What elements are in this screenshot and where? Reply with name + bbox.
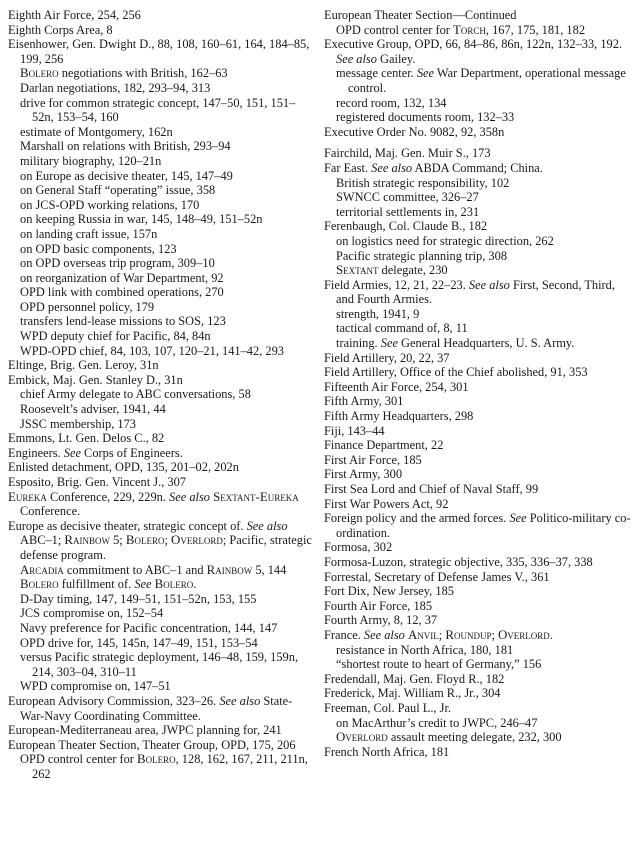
index-subentry: Overlord assault meeting delegate, 232, 300 bbox=[336, 730, 562, 745]
index-subentry: OPD control center for Torch, 167, 175, 181, 182 bbox=[336, 22, 586, 37]
index-entry: First Air Force, 185 bbox=[324, 452, 422, 467]
index-subentry: WPD compromise on, 147–51 bbox=[20, 679, 171, 694]
index-entry: Fourth Air Force, 185 bbox=[324, 598, 433, 613]
index-subentry: on landing craft issue, 157n bbox=[20, 226, 158, 241]
index-entry: Eighth Air Force, 254, 256 bbox=[8, 8, 141, 22]
index-entry: Enlisted detachment, OPD, 135, 201–02, 202n bbox=[8, 460, 239, 475]
cross-reference-term: See also bbox=[169, 489, 210, 504]
index-entry: Esposito, Brig. Gen. Vincent J., 307 bbox=[8, 475, 186, 489]
index-entry: First Sea Lord and Chief of Naval Staff, 99 bbox=[324, 482, 539, 496]
index-column-left bbox=[8, 8, 316, 846]
operation-codename: Bolero bbox=[20, 577, 59, 592]
index-entry: Field Artillery, 20, 22, 37 bbox=[324, 350, 450, 365]
index-entry: Eltinge, Brig. Gen. Leroy, 31n bbox=[8, 358, 159, 373]
index-subentry: registered documents room, 132–33 bbox=[336, 110, 515, 125]
index-entry: Europe as decisive theater, strategic concept of. See also ABC–1; Rainbow 5; Bolero; Overlord; Pacific, strategic defense program. bbox=[8, 518, 312, 562]
cross-reference-term: See also bbox=[468, 277, 510, 292]
index-subentry: chief Army delegate to ABC conversations, 58 bbox=[20, 387, 251, 402]
index-subentry: on logistics need for strategic direction, 262 bbox=[336, 233, 554, 248]
index-subentry: WPD-OPD chief, 84, 103, 107, 120–21, 141–42, 293 bbox=[20, 343, 284, 358]
index-subentry: British strategic responsibility, 102 bbox=[336, 175, 510, 190]
index-entry: Fredendall, Maj. Gen. Floyd R., 182 bbox=[324, 671, 505, 686]
index-entry: Eighth Corps Area, 8 bbox=[8, 22, 113, 37]
cross-reference-term: See bbox=[509, 511, 527, 526]
index-subentry: Navy preference for Pacific concentration, 144, 147 bbox=[20, 620, 278, 635]
index-subentry: strength, 1941, 9 bbox=[336, 306, 420, 321]
index-entry: European Theater Section, Theater Group, OPD, 175, 206 bbox=[8, 737, 296, 752]
index-subentry: Bolero negotiations with British, 162–63 bbox=[20, 66, 228, 81]
index-subentry: military biography, 120–21n bbox=[20, 153, 162, 168]
index-entry: First Army, 300 bbox=[324, 467, 403, 482]
index-subentry: WPD deputy chief for Pacific, 84, 84n bbox=[20, 329, 211, 344]
index-entry: Engineers. See Corps of Engineers. bbox=[8, 445, 183, 460]
operation-codename: Eureka bbox=[8, 489, 47, 504]
index-entry: Frederick, Maj. William R., Jr., 304 bbox=[324, 686, 501, 701]
index-subentry: estimate of Montgomery, 162n bbox=[20, 124, 173, 139]
index-subentry: Pacific strategic planning trip, 308 bbox=[336, 248, 508, 263]
index-entry: Fort Dix, New Jersey, 185 bbox=[324, 584, 454, 599]
index-entry: Formosa, 302 bbox=[324, 540, 393, 555]
index-entry: European-Mediterraneau area, JWPC planning for, 241 bbox=[8, 723, 282, 738]
index-subentry: “shortest route to heart of Germany,” 156 bbox=[336, 657, 542, 672]
index-entry: Freeman, Col. Paul L., Jr. bbox=[324, 700, 451, 715]
operation-codename: Sextant bbox=[336, 263, 379, 278]
index-subentry: OPD personnel policy, 179 bbox=[20, 299, 155, 314]
index-entry: Field Artillery, Office of the Chief abolished, 91, 353 bbox=[324, 365, 588, 380]
operation-codename: Sextant-Eureka bbox=[213, 489, 299, 504]
index-entry: European Theater Section—Continued bbox=[324, 8, 517, 22]
index-subentry: training. See General Headquarters, U. S. Army. bbox=[336, 336, 575, 351]
index-entry: Fifteenth Air Force, 254, 301 bbox=[324, 379, 469, 394]
index-entry: Finance Department, 22 bbox=[324, 438, 444, 453]
cross-reference-term: See also bbox=[336, 51, 377, 66]
operation-codename: Bolero bbox=[154, 577, 194, 592]
index-entry: Forrestal, Secretary of Defense James V., 361 bbox=[324, 569, 550, 584]
index-entry: French North Africa, 181 bbox=[324, 744, 450, 759]
index-entry: Field Armies, 12, 21, 22–23. See also First, Second, Third, and Fourth Armies. bbox=[324, 277, 615, 307]
index-subentry: D-Day timing, 147, 149–51, 151–52n, 153, 155 bbox=[20, 591, 257, 606]
index-entry: Fairchild, Maj. Gen. Muir S., 173 bbox=[324, 146, 491, 161]
index-entry: Executive Group, OPD, 66, 84–86, 86n, 122n, 132–33, 192. See also Gailey. bbox=[324, 37, 623, 66]
index-entry: Eureka Conference, 229, 229n. See also Sextant-Eureka Conference. bbox=[8, 489, 299, 519]
operation-codename: Rainbow bbox=[64, 533, 111, 548]
index-entry: Ferenbaugh, Col. Claude B., 182 bbox=[324, 219, 488, 234]
cross-reference-term: See also bbox=[219, 693, 261, 708]
index-subentry: on OPD overseas trip program, 309–10 bbox=[20, 256, 215, 271]
index-subentry: on reorganization of War Department, 92 bbox=[20, 270, 224, 285]
cross-reference-term: See bbox=[380, 336, 398, 351]
index-subentry: on General Staff “operating” issue, 358 bbox=[20, 183, 216, 198]
index-subentry: message center. See War Department, operational message control. bbox=[336, 66, 626, 95]
index-entry: Embick, Maj. Gen. Stanley D., 31n bbox=[8, 372, 183, 387]
operation-codename: Overlord bbox=[498, 627, 550, 642]
operation-codename: Bolero bbox=[137, 752, 176, 767]
index-subentry: OPD link with combined operations, 270 bbox=[20, 285, 224, 300]
index-subentry: Bolero fulfillment of. See Bolero. bbox=[20, 577, 197, 592]
operation-codename: Bolero bbox=[125, 533, 165, 548]
index-entry: Emmons, Lt. Gen. Delos C., 82 bbox=[8, 431, 165, 446]
index-column-right bbox=[324, 8, 632, 846]
index-entry: Foreign policy and the armed forces. See Politico-military co-ordination. bbox=[324, 511, 631, 540]
index-subentry: tactical command of, 8, 11 bbox=[336, 321, 468, 336]
index-entry: First War Powers Act, 92 bbox=[324, 496, 449, 511]
operation-codename: Overlord bbox=[336, 730, 388, 745]
index-entry: Fiji, 143–44 bbox=[324, 423, 385, 438]
index-entry: Fifth Army Headquarters, 298 bbox=[324, 409, 474, 424]
cross-reference-term: See bbox=[63, 445, 81, 460]
index-subentry: Roosevelt’s adviser, 1941, 44 bbox=[20, 402, 166, 417]
index-subentry: Darlan negotiations, 182, 293–94, 313 bbox=[20, 80, 211, 95]
index-subentry: JCS compromise on, 152–54 bbox=[20, 606, 164, 621]
operation-codename: Anvil bbox=[407, 627, 439, 642]
index-entry: Fifth Army, 301 bbox=[324, 394, 404, 409]
index-subentry: SWNCC committee, 326–27 bbox=[336, 190, 479, 205]
index-subentry: record room, 132, 134 bbox=[336, 95, 447, 110]
operation-codename: Rainbow bbox=[206, 562, 253, 577]
cross-reference-term: See also bbox=[246, 518, 288, 533]
cross-reference-term: See bbox=[134, 577, 152, 592]
operation-codename: Arcadia bbox=[20, 562, 64, 577]
index-subentry: drive for common strategic concept, 147–50, 151, 151–52n, 153–54, 160 bbox=[20, 95, 296, 125]
operation-codename: Torch bbox=[453, 22, 486, 37]
index-subentry: versus Pacific strategic deployment, 146–48, 159, 159n, 214, 303–04, 310–11 bbox=[20, 650, 299, 679]
index-subentry: on Europe as decisive theater, 145, 147–49 bbox=[20, 168, 233, 183]
index-entry: Eisenhower, Gen. Dwight D., 88, 108, 160–61, 164, 184–85, 199, 256 bbox=[8, 37, 310, 66]
index-subentry: OPD control center for Bolero, 128, 162, 167, 211, 211n, 262 bbox=[20, 752, 308, 781]
index-subentry: on MacArthur’s credit to JWPC, 246–47 bbox=[336, 715, 538, 730]
index-entry: France. See also Anvil; Roundup; Overlord. bbox=[324, 627, 553, 642]
index-subentry: resistance in North Africa, 180, 181 bbox=[336, 642, 514, 657]
cross-reference-term: See also bbox=[371, 160, 413, 175]
index-subentry: Sextant delegate, 230 bbox=[336, 263, 448, 278]
letter-gap bbox=[324, 139, 632, 146]
cross-reference-term: See also bbox=[363, 627, 405, 642]
index-subentry: on OPD basic components, 123 bbox=[20, 241, 177, 256]
index-entry: European Advisory Commission, 323–26. See also State-War-Navy Coordinating Committee. bbox=[8, 693, 293, 723]
index-subentry: JSSC membership, 173 bbox=[20, 416, 136, 431]
index-subentry: Marshall on relations with British, 293–94 bbox=[20, 139, 231, 154]
index-entry: Executive Order No. 9082, 92, 358n bbox=[324, 124, 505, 139]
operation-codename: Roundup bbox=[445, 627, 492, 642]
operation-codename: Bolero bbox=[20, 66, 59, 81]
index-subentry: transfers lend-lease missions to SOS, 123 bbox=[20, 314, 226, 329]
index-entry: Far East. See also ABDA Command; China. bbox=[324, 160, 543, 175]
index-subentry: on keeping Russia in war, 145, 148–49, 151–52n bbox=[20, 212, 263, 227]
index-subentry: on JCS-OPD working relations, 170 bbox=[20, 197, 200, 212]
index-entry: Formosa-Luzon, strategic objective, 335, 336–37, 338 bbox=[324, 554, 593, 569]
index-entry: Fourth Army, 8, 12, 37 bbox=[324, 613, 438, 628]
index-subentry: territorial settlements in, 231 bbox=[336, 204, 480, 219]
cross-reference-term: See bbox=[416, 66, 435, 81]
index-subentry: OPD drive for, 145, 145n, 147–49, 151, 153–54 bbox=[20, 635, 258, 650]
operation-codename: Overlord bbox=[171, 533, 223, 548]
index-subentry: Arcadia commitment to ABC–1 and Rainbow 5, 144 bbox=[20, 562, 287, 577]
